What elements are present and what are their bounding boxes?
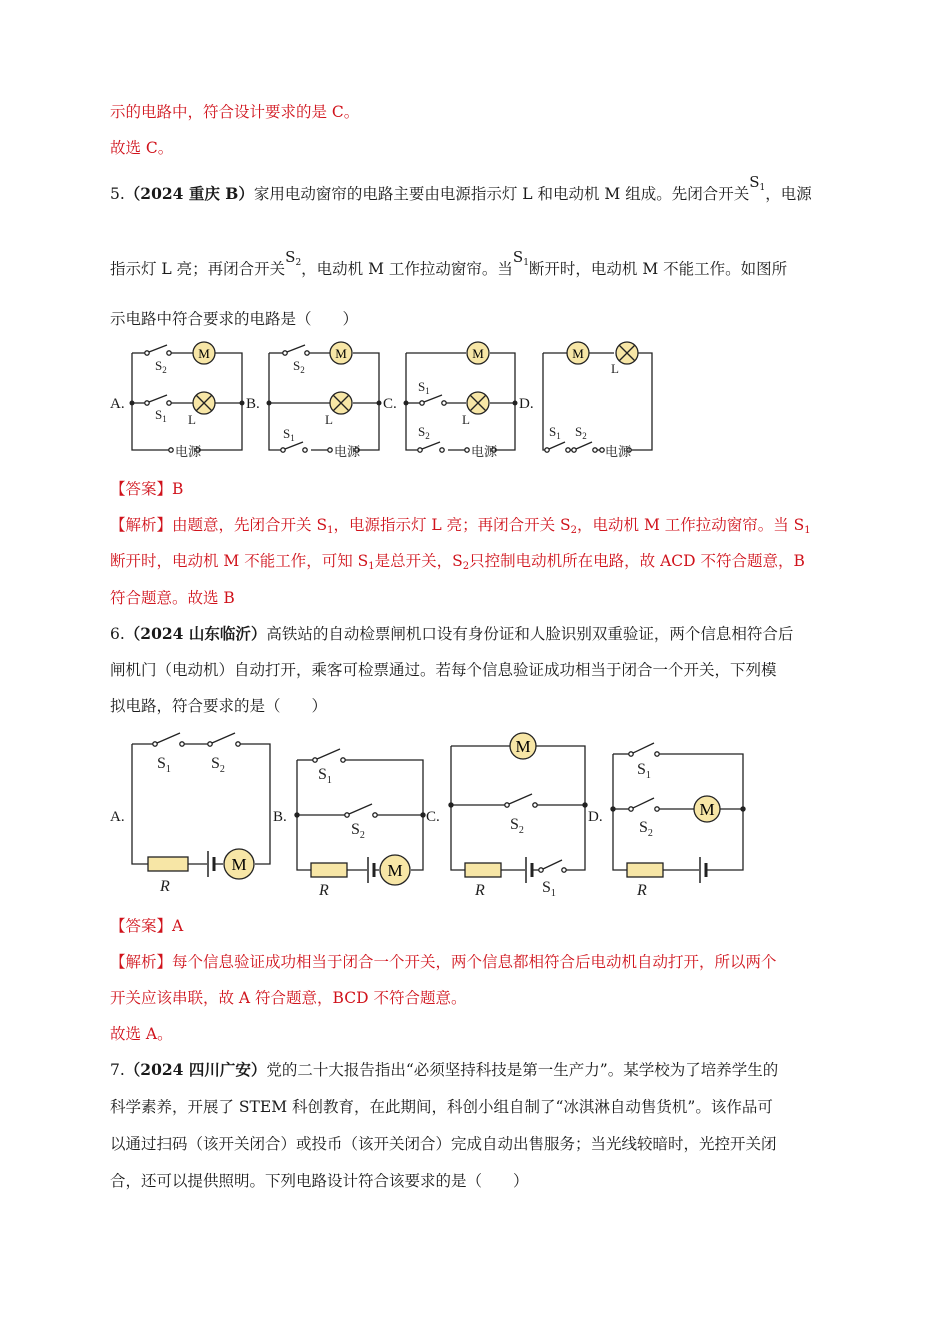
motor-icon <box>510 733 536 759</box>
q5-source: （2024 重庆 B） <box>124 184 254 203</box>
q5-stem-line3: 示电路中符合要求的电路是（ ） <box>110 310 359 328</box>
lamp-icon <box>193 392 215 414</box>
q5-stem-line1 <box>110 173 812 210</box>
svg-text:M: M <box>387 861 403 880</box>
svg-text:M: M <box>699 800 715 819</box>
svg-text:L: L <box>325 412 333 427</box>
q6-conclusion: 故选 A。 <box>110 1025 173 1043</box>
q5-analysis-line2: 断开时，电动机 M 不能工作，可知 $S_1$是总开关，$S_2$只控制电动机所在电路，故 ACD 不符合题意，B <box>110 552 805 572</box>
svg-text:S1: $S_1$ <box>418 379 430 396</box>
q6-stem-line3: 拟电路，符合要求的是（ ） <box>110 697 328 715</box>
q6-option-a: A. <box>110 809 125 825</box>
q7-stem-line4: 合，还可以提供照明。下列电路设计符合该要求的是（ ） <box>110 1172 529 1190</box>
q5-circuit-figure <box>105 336 665 466</box>
q6-answer: 【答案】A <box>110 917 184 935</box>
q5-s2-symbol: $S_2$ <box>285 248 302 268</box>
q5-number: 5. <box>110 185 125 203</box>
q5-analysis-line1: 【解析】由题意，先闭合开关 $S_1$，电源指示灯 L 亮；再闭合开关 $S_2$，电动机 M 工作拉动窗帘。当 $S_1$ <box>110 516 811 536</box>
q6-stem-line1: 6.（2024 山东临沂）高铁站的自动检票闸机口设有身份证和人脸识别双重验证，两个信息相符合后 <box>110 624 794 643</box>
svg-text:L: L <box>611 361 619 376</box>
q5-s1-symbol: $S_1$ <box>749 173 766 193</box>
q6-option-d: D. <box>588 809 603 825</box>
q5-text-d: ，电动机 M 工作拉动窗帘。当 <box>301 260 513 278</box>
prev-conclusion-line: 故选 C。 <box>110 139 174 157</box>
motor-icon <box>193 342 215 364</box>
lamp-icon <box>467 392 489 414</box>
svg-text:M: M <box>572 346 584 361</box>
svg-text:S1: $S_1$ <box>637 761 651 781</box>
svg-text:S2: $S_2$ <box>293 358 305 375</box>
lamp-icon <box>616 342 638 364</box>
motor-icon <box>380 855 410 885</box>
svg-text:S1: $S_1$ <box>155 407 167 424</box>
svg-text:R: R <box>319 882 329 899</box>
svg-text:电源: 电源 <box>471 444 498 459</box>
q5-option-d: D. <box>519 396 534 412</box>
svg-text:M: M <box>335 346 347 361</box>
svg-text:S2: $S_2$ <box>418 424 430 441</box>
motor-icon <box>224 849 254 879</box>
svg-text:S1: $S_1$ <box>283 426 295 443</box>
q6-analysis-line1: 【解析】每个信息验证成功相当于闭合一个开关，两个信息都相符合后电动机自动打开，所以两个 <box>110 953 777 971</box>
q6-option-c: C. <box>426 809 440 825</box>
q6-circuit-figure <box>105 728 755 900</box>
svg-text:电源: 电源 <box>334 444 361 459</box>
q5-text-c: 指示灯 L 亮；再闭合开关 <box>110 260 286 278</box>
svg-text:S1: $S_1$ <box>542 879 556 899</box>
svg-text:M: M <box>515 737 531 756</box>
svg-text:R: R <box>637 882 647 899</box>
svg-text:S2: $S_2$ <box>351 821 365 841</box>
lamp-icon <box>330 392 352 414</box>
svg-text:S1: $S_1$ <box>157 755 171 775</box>
motor-icon <box>567 342 589 364</box>
q6-option-b: B. <box>273 809 287 825</box>
q7-stem-line1: 7.（2024 四川广安）党的二十大报告指出“必须坚持科技是第一生产力”。某学校为了培养学生的 <box>110 1060 779 1079</box>
svg-text:电源: 电源 <box>175 444 202 459</box>
q5-stem-line2 <box>110 248 788 285</box>
motor-icon <box>694 796 720 822</box>
svg-text:S1: $S_1$ <box>549 424 561 441</box>
q5-option-b: B. <box>246 396 260 412</box>
q5-option-a: A. <box>110 396 125 412</box>
svg-text:M: M <box>472 346 484 361</box>
svg-text:L: L <box>462 412 470 427</box>
svg-text:M: M <box>198 346 210 361</box>
q5-text-a: 家用电动窗帘的电路主要由电源指示灯 L 和电动机 M 组成。先闭合开关 <box>253 185 750 203</box>
svg-text:S2: $S_2$ <box>510 816 524 836</box>
q5-text-b: ，电源 <box>765 185 812 203</box>
q5-option-c: C. <box>383 396 397 412</box>
svg-text:电源: 电源 <box>605 444 632 459</box>
svg-text:L: L <box>188 412 196 427</box>
q5-text-e: 断开时，电动机 M 不能工作。如图所 <box>528 260 788 278</box>
svg-text:S2: $S_2$ <box>639 819 653 839</box>
svg-text:M: M <box>231 855 247 874</box>
svg-text:R: R <box>475 882 485 899</box>
q7-stem-line3: 以通过扫码（该开关闭合）或投币（该开关闭合）完成自动出售服务；当光线较暗时，光控开关闭 <box>110 1135 777 1153</box>
svg-text:S2: $S_2$ <box>575 424 587 441</box>
svg-text:S2: $S_2$ <box>211 755 225 775</box>
motor-icon <box>467 342 489 364</box>
motor-icon <box>330 342 352 364</box>
q5-analysis-line3: 符合题意。故选 B <box>110 589 235 607</box>
q5-answer: 【答案】B <box>110 480 184 498</box>
svg-text:S1: $S_1$ <box>318 766 332 786</box>
q7-stem-line2: 科学素养，开展了 STEM 科创教育，在此期间，科创小组自制了“冰淇淋自动售货机”。该作品可 <box>110 1098 773 1116</box>
prev-answer-line: 示的电路中，符合设计要求的是 C。 <box>110 103 360 121</box>
svg-text:S2: $S_2$ <box>155 358 167 375</box>
q5-s1b-symbol: $S_1$ <box>512 248 529 268</box>
svg-text:R: R <box>160 878 170 895</box>
q6-analysis-line2: 开关应该串联，故 A 符合题意，BCD 不符合题意。 <box>110 989 467 1007</box>
q6-stem-line2: 闸机门（电动机）自动打开，乘客可检票通过。若每个信息验证成功相当于闭合一个开关，下列模 <box>110 661 777 679</box>
